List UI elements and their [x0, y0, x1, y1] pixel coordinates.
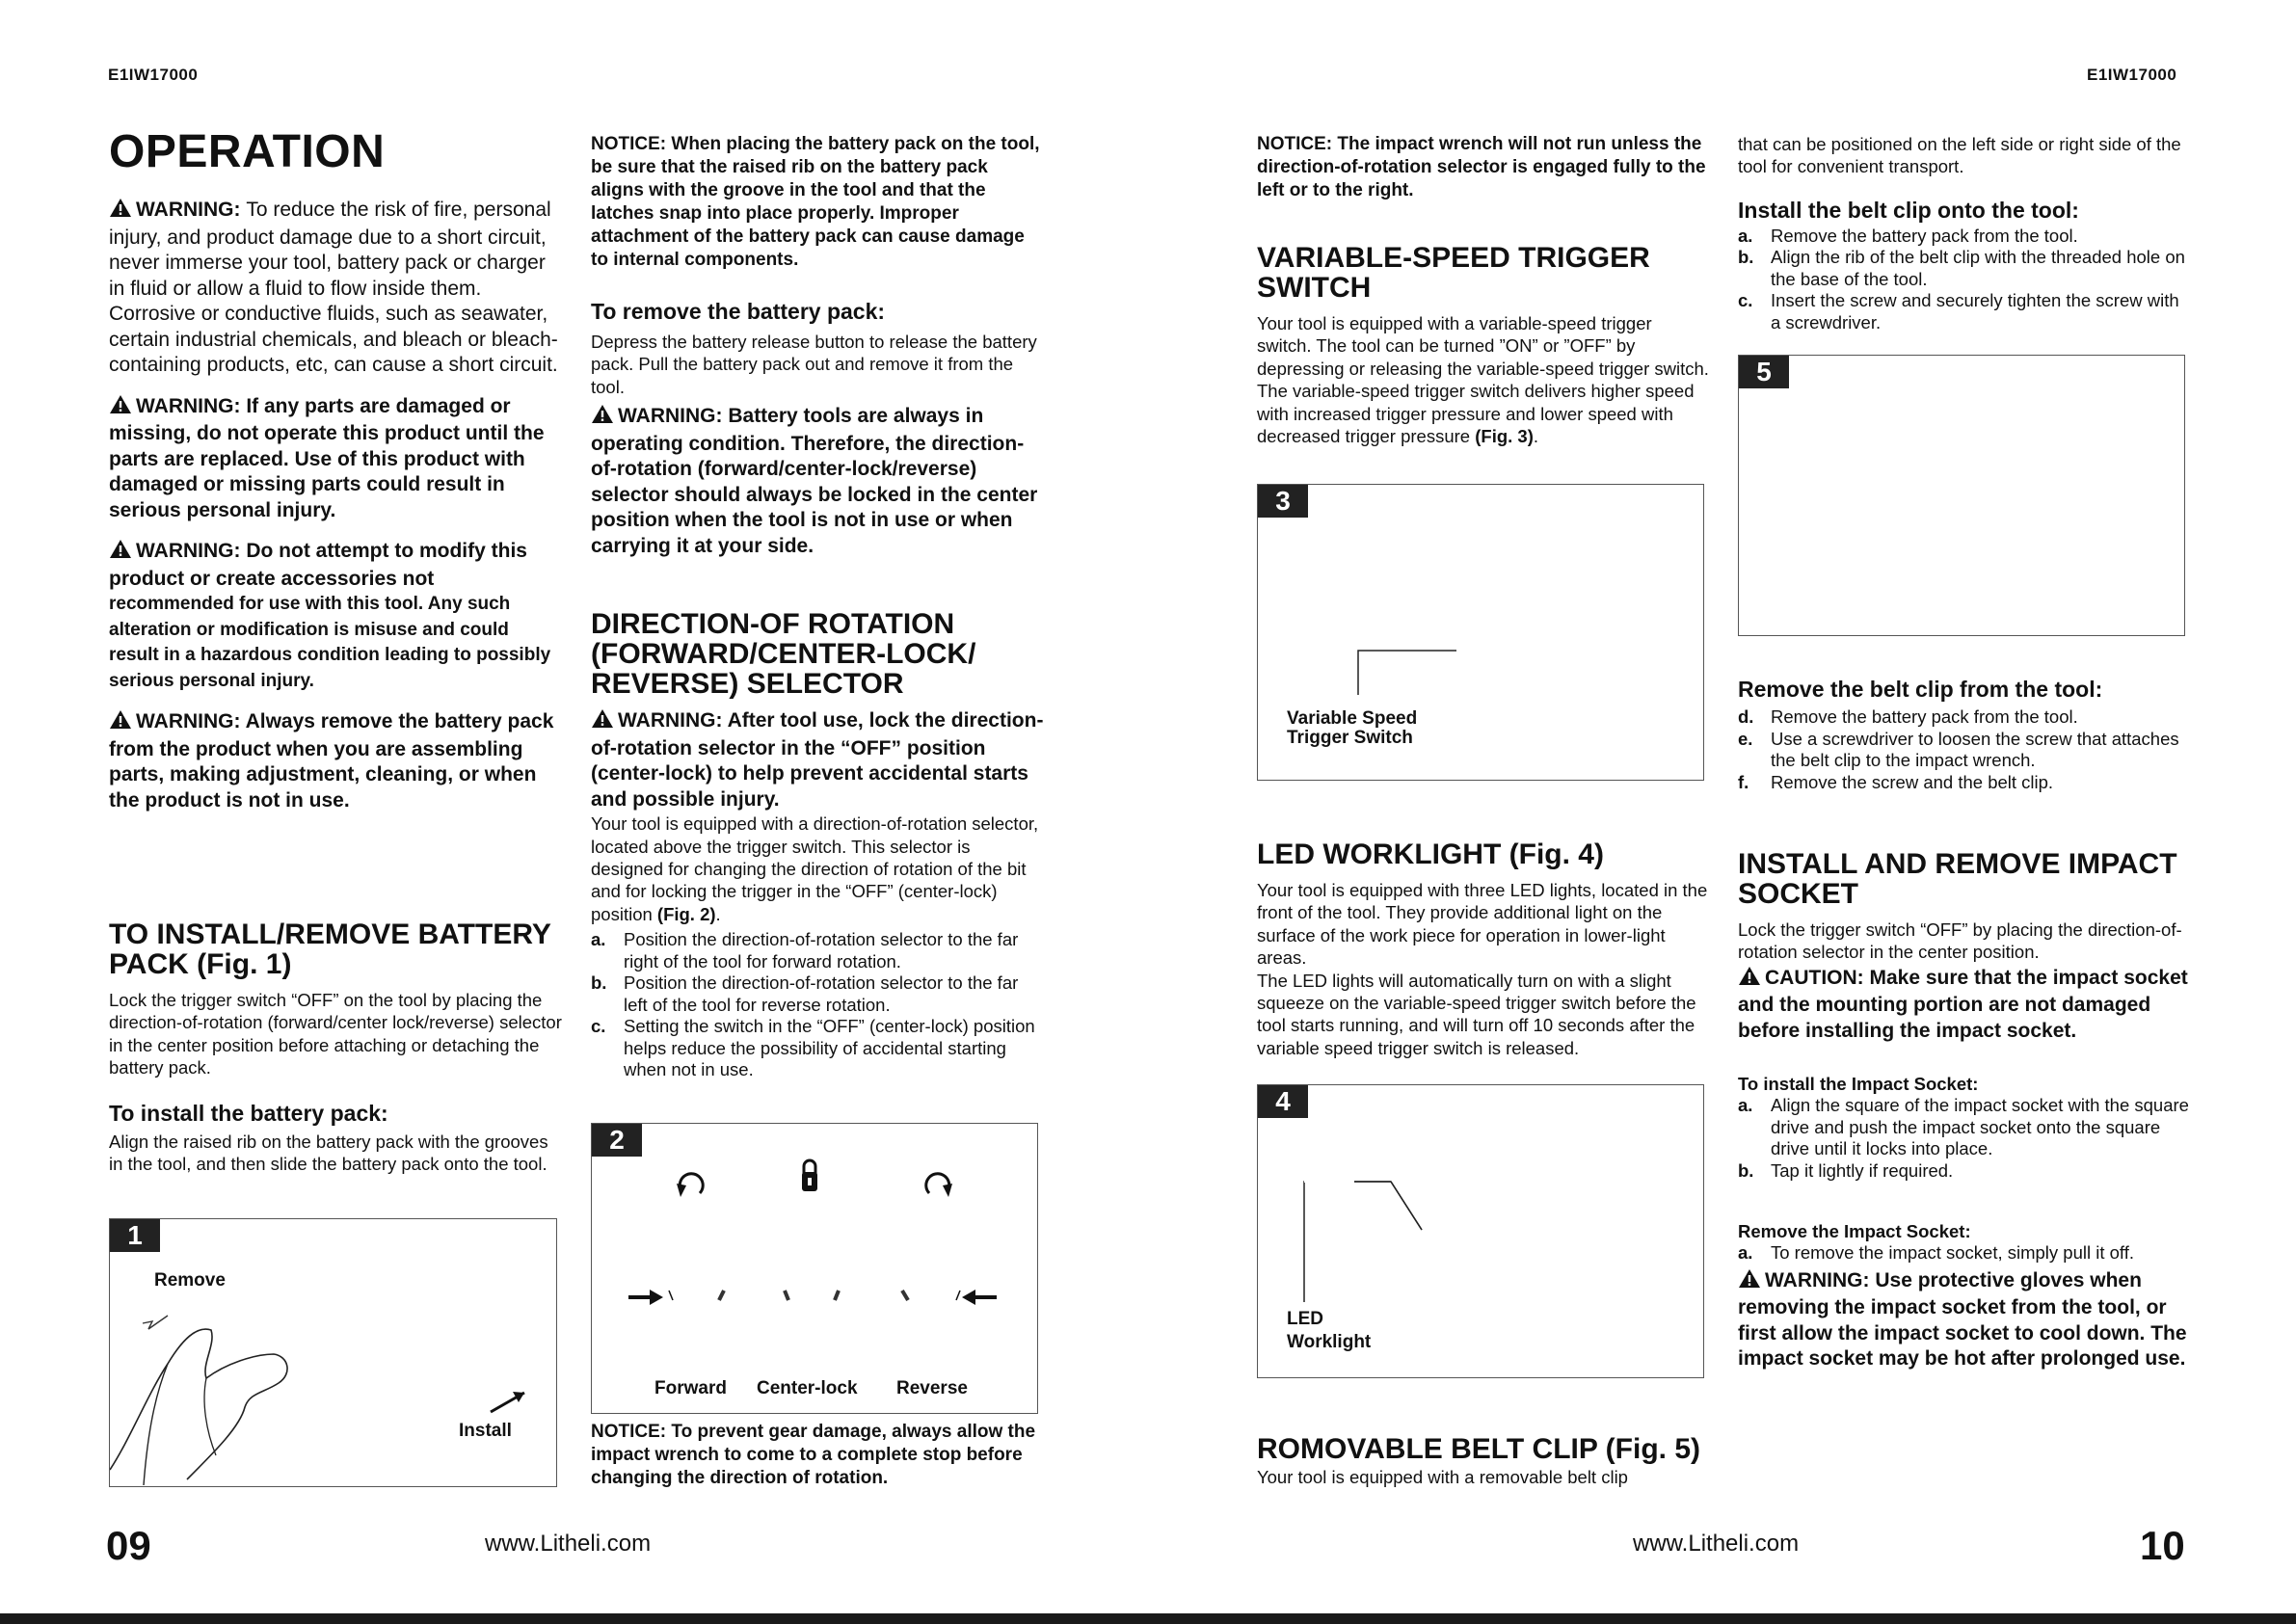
fig4-label-2: Worklight [1287, 1332, 1372, 1352]
list-item [1738, 729, 2191, 772]
fig-ref: (Fig. 3) [1475, 426, 1534, 447]
section-title-battery: TO INSTALL/REMOVE BATTERY PACK (Fig. 1) [109, 918, 551, 980]
remove-label: Remove [154, 1270, 226, 1291]
list-text: Setting the switch in the “OFF” (center-lock) position helps reduce the possibility of accidental starting when not in use. [624, 1016, 1035, 1080]
warning-icon [591, 404, 614, 432]
trigger-body-2 [1257, 380, 1710, 447]
list-item [1738, 247, 2191, 290]
notice-text: When placing the battery pack on the tool, be sure that the raised rib on the battery pack aligns with the groove in the tool and that the latches snap into place properly. Improper attachment of the battery pack can cause damage to internal components. [591, 134, 1040, 270]
notice-1 [591, 133, 1044, 272]
list-item [1738, 226, 2191, 248]
warning-icon [109, 709, 132, 737]
section-body: Lock the trigger switch “OFF” on the tool by placing the direction-of-rotation (forward/center lock/reverse) selector in the center position before attaching or detaching the battery pack. [109, 990, 562, 1078]
list-letter: c. [1738, 290, 1753, 311]
selector-illustration [592, 1124, 1037, 1413]
remove-battery-body: Depress the battery release button to release the battery pack. Pull the battery pack out and remove it from the tool. [591, 332, 1037, 397]
notice-text: The impact wrench will not run unless the direction-of-rotation selector is engaged fully to the left or to the right. [1257, 134, 1706, 200]
website-link-right[interactable]: www.Litheli.com [1633, 1531, 1800, 1557]
list-text: Insert the screw and securely tighten the screw with a screwdriver. [1771, 290, 2179, 333]
forward-label: Forward [654, 1378, 727, 1398]
warning-icon [109, 394, 132, 422]
figure-number: 3 [1258, 485, 1308, 518]
notice-2 [591, 1421, 1044, 1490]
warning-text: To reduce the risk of fire, personal injury, and product damage due to a short circuit, never immerse your tool, battery pack or charger in fluid or allow a fluid to flow inside them. Corrosive or conductive fluids, such as seawater, certain industrial chemicals, and bleach or bleach-containing products, etc, can cause a short circuit. [109, 199, 558, 376]
list-text: Remove the battery pack from the tool. [1771, 706, 2078, 727]
period: . [1533, 426, 1539, 447]
install-label: Install [459, 1421, 512, 1441]
belt-body-continued: that can be positioned on the left side or right side of the tool for convenient transport. [1738, 134, 2181, 177]
warning-text: Do not attempt to modify this product or create accessories not [109, 540, 527, 590]
list-text: Tap it lightly if required. [1771, 1159, 1954, 1181]
section-title-direction: DIRECTION-OF ROTATION (FORWARD/CENTER-LOCK/ REVERSE) SELECTOR [591, 608, 976, 701]
install-clip-steps [1738, 226, 2191, 334]
list-text: Align the rib of the belt clip with the threaded hole on the base of the tool. [1771, 247, 2185, 289]
list-item [1738, 772, 2191, 794]
warning-5 [591, 404, 1044, 559]
warning-icon [591, 708, 614, 736]
caution [1738, 966, 2191, 1045]
list-letter: b. [1738, 247, 1754, 268]
remove-socket-title: Remove the Impact Socket: [1738, 1221, 1971, 1242]
notice-2-block [591, 1421, 1044, 1490]
warning-label: WARNING: [136, 199, 241, 221]
figure-number: 5 [1739, 356, 1789, 388]
remove-clip-title: Remove the belt clip from the tool: [1738, 677, 2103, 702]
warning-icon [109, 539, 132, 567]
model-number-right: E1IW17000 [2087, 66, 2177, 84]
warning-7 [1738, 1268, 2191, 1372]
notice-text: To prevent gear damage, always allow the impact wrench to come to a complete stop before changing the direction of rotation. [591, 1422, 1036, 1488]
notice-label: NOTICE: [1257, 134, 1333, 154]
notice-3 [1257, 133, 1710, 202]
belt-body: Your tool is equipped with a removable belt clip [1257, 1467, 1628, 1487]
list-letter: a. [1738, 225, 1753, 246]
led-body: Your tool is equipped with three LED lights, located in the front of the tool. They provide additional light on the surface of the work piece for operation in lower-light areas. [1257, 880, 1708, 969]
list-letter: e. [1738, 728, 1753, 749]
figure-number: 4 [1258, 1085, 1308, 1118]
list-text: Position the direction-of-rotation selector to the far left of the tool for reverse rotation. [624, 972, 1019, 1015]
list-item [1738, 1160, 2191, 1183]
warning-3 [109, 539, 562, 592]
figure-3 [1257, 484, 1704, 781]
list-item [591, 1016, 1044, 1081]
page-title: OPERATION [109, 126, 386, 177]
warning-2 [109, 394, 562, 524]
period: . [715, 903, 721, 924]
warning-label: WARNING: [136, 710, 241, 732]
battery-section [109, 919, 562, 1175]
caution-label: CAUTION: [1765, 966, 1864, 989]
warning-label: WARNING: [618, 709, 723, 732]
fig3-label-1: Variable Speed [1287, 708, 1418, 729]
warning-text: Battery tools are always in operating condition. Therefore, the direction-of-rotation (forward/center-lock/reverse) selector should always be locked in the center position when the tool is not in use or when carrying it at your side. [591, 405, 1038, 557]
list-letter: b. [1738, 1159, 1754, 1181]
install-clip-title: Install the belt clip onto the tool: [1738, 197, 2079, 223]
direction-body-text: Your tool is equipped with a direction-of-rotation selector, located above the trigger switch. This selector is designed for changing the direction of rotation of the bit and for locking the trigger in the “OFF” (center-lock) position [591, 813, 1039, 924]
reverse-label: Reverse [896, 1378, 968, 1398]
warning-3-continued: recommended for use with this tool. Any such alteration or modification is misuse and could result in a hazardous condition leading to possibly serious personal injury. [109, 594, 551, 691]
warning-icon [1738, 1268, 1761, 1296]
column-2 [591, 133, 1044, 1081]
warning-4 [109, 709, 562, 813]
warning-label: WARNING: [136, 540, 241, 562]
warning-label: WARNING: [618, 405, 723, 428]
list-text: Position the direction-of-rotation selector to the far right of the tool for forward rotation. [624, 929, 1019, 972]
list-text: Use a screwdriver to loosen the screw that attaches the belt clip to the impact wrench. [1771, 728, 2179, 770]
install-socket-title: To install the Impact Socket: [1738, 1074, 1979, 1095]
list-letter: c. [591, 1016, 606, 1037]
direction-body [591, 812, 1044, 925]
trigger-body: Your tool is equipped with a variable-speed trigger switch. The tool can be turned ”ON” or ”OFF” by depressing or releasing the variable-speed trigger switch. [1257, 313, 1709, 379]
warning-6 [591, 708, 1044, 812]
list-letter: d. [1738, 706, 1754, 727]
remove-socket-steps [1738, 1242, 2191, 1265]
belt-clip-section [1257, 1434, 1710, 1488]
model-number-left: E1IW17000 [108, 66, 199, 84]
list-letter: a. [591, 929, 606, 950]
section-title-trigger: VARIABLE-SPEED TRIGGER SWITCH [1257, 242, 1650, 304]
install-socket-steps [1738, 1095, 2191, 1182]
list-letter: b. [591, 972, 607, 994]
list-item [591, 972, 1044, 1016]
list-text: Remove the screw and the belt clip. [1771, 771, 2054, 792]
warning-label: WARNING: [136, 394, 241, 417]
warning-1 [109, 198, 562, 379]
figure-number: 1 [110, 1219, 160, 1252]
figure-1 [109, 1218, 557, 1487]
list-item [1738, 1242, 2191, 1265]
figure-number: 2 [592, 1124, 642, 1157]
list-text: Align the square of the impact socket with the square drive and push the impact socket onto the square drive until it locks into place. [1771, 1095, 2189, 1159]
trigger-body-text: The variable-speed trigger switch delivers higher speed with increased trigger pressure and lower speed with decreased trigger pressure [1257, 381, 1695, 447]
bottom-border [0, 1613, 2296, 1624]
list-item [1738, 290, 2191, 333]
page-number-left: 09 [106, 1523, 151, 1568]
list-text: Remove the battery pack from the tool. [1771, 225, 2078, 246]
column-1 [109, 125, 562, 813]
figure-5 [1738, 355, 2185, 636]
remove-clip-steps [1738, 706, 2191, 793]
list-letter: a. [1738, 1242, 1753, 1264]
center-lock-label: Center-lock [757, 1378, 858, 1398]
column-4 [1738, 133, 2191, 333]
warning-icon [109, 198, 132, 226]
socket-body: Lock the trigger switch “OFF” by placing the direction-of-rotation selector in the center position. [1738, 919, 2182, 963]
warning-label: WARNING: [1765, 1268, 1870, 1291]
hand-illustration [110, 1219, 555, 1485]
install-battery-title: To install the battery pack: [109, 1100, 388, 1126]
list-item [1738, 1095, 2191, 1160]
list-item [1738, 706, 2191, 729]
led-body-2: The LED lights will automatically turn on with a slight squeeze on the variable-speed trigger switch before the tool starts running, and will turn off 10 seconds after the variable speed trigger switch is released. [1257, 970, 1696, 1058]
notice-label: NOTICE: [591, 1422, 667, 1442]
figure-2 [591, 1123, 1038, 1414]
warning-text: Always remove the battery pack from the product when you are assembling parts, making adjustment, cleaning, or when the product is not in use. [109, 710, 554, 812]
list-letter: f. [1738, 771, 1749, 792]
column-3 [1257, 133, 1710, 447]
list-text: To remove the impact socket, simply pull it off. [1771, 1242, 2135, 1264]
warning-text: After tool use, lock the direction-of-rotation selector in the “OFF” position (center-lock) to help prevent accidental starts and possible injury. [591, 709, 1044, 811]
fig3-label-2: Trigger Switch [1287, 728, 1413, 748]
direction-steps [591, 929, 1044, 1081]
notice-label: NOTICE: [591, 134, 667, 154]
section-title-belt: ROMOVABLE BELT CLIP (Fig. 5) [1257, 1433, 1700, 1465]
install-battery-body: Align the raised rib on the battery pack with the grooves in the tool, and then slide the battery pack onto the tool. [109, 1131, 548, 1175]
remove-battery-title: To remove the battery pack: [591, 299, 886, 324]
section-title-socket: INSTALL AND REMOVE IMPACT SOCKET [1738, 848, 2177, 910]
fig-ref: (Fig. 2) [656, 903, 716, 924]
warning-text: If any parts are damaged or missing, do not operate this product until the parts are replaced. Use of this product with damaged or missing parts could result in serious personal injury. [109, 394, 545, 521]
section-title-led: LED WORKLIGHT (Fig. 4) [1257, 839, 1604, 870]
website-link-left[interactable]: www.Litheli.com [485, 1531, 652, 1557]
led-section [1257, 839, 1710, 1059]
list-item [591, 929, 1044, 972]
caution-text: Make sure that the impact socket and the mounting portion are not damaged before installing the impact socket. [1738, 966, 2188, 1042]
list-letter: a. [1738, 1095, 1753, 1116]
page-number-right: 10 [2140, 1523, 2185, 1568]
warning-text: Use protective gloves when removing the impact socket from the tool, or first allow the impact socket to cool down. The impact socket may be hot after prolonged use. [1738, 1268, 2187, 1371]
figure-4 [1257, 1084, 1704, 1378]
fig4-label-1: LED [1287, 1309, 1323, 1329]
remove-clip-section [1738, 677, 2191, 1372]
warning-icon [1738, 966, 1761, 994]
